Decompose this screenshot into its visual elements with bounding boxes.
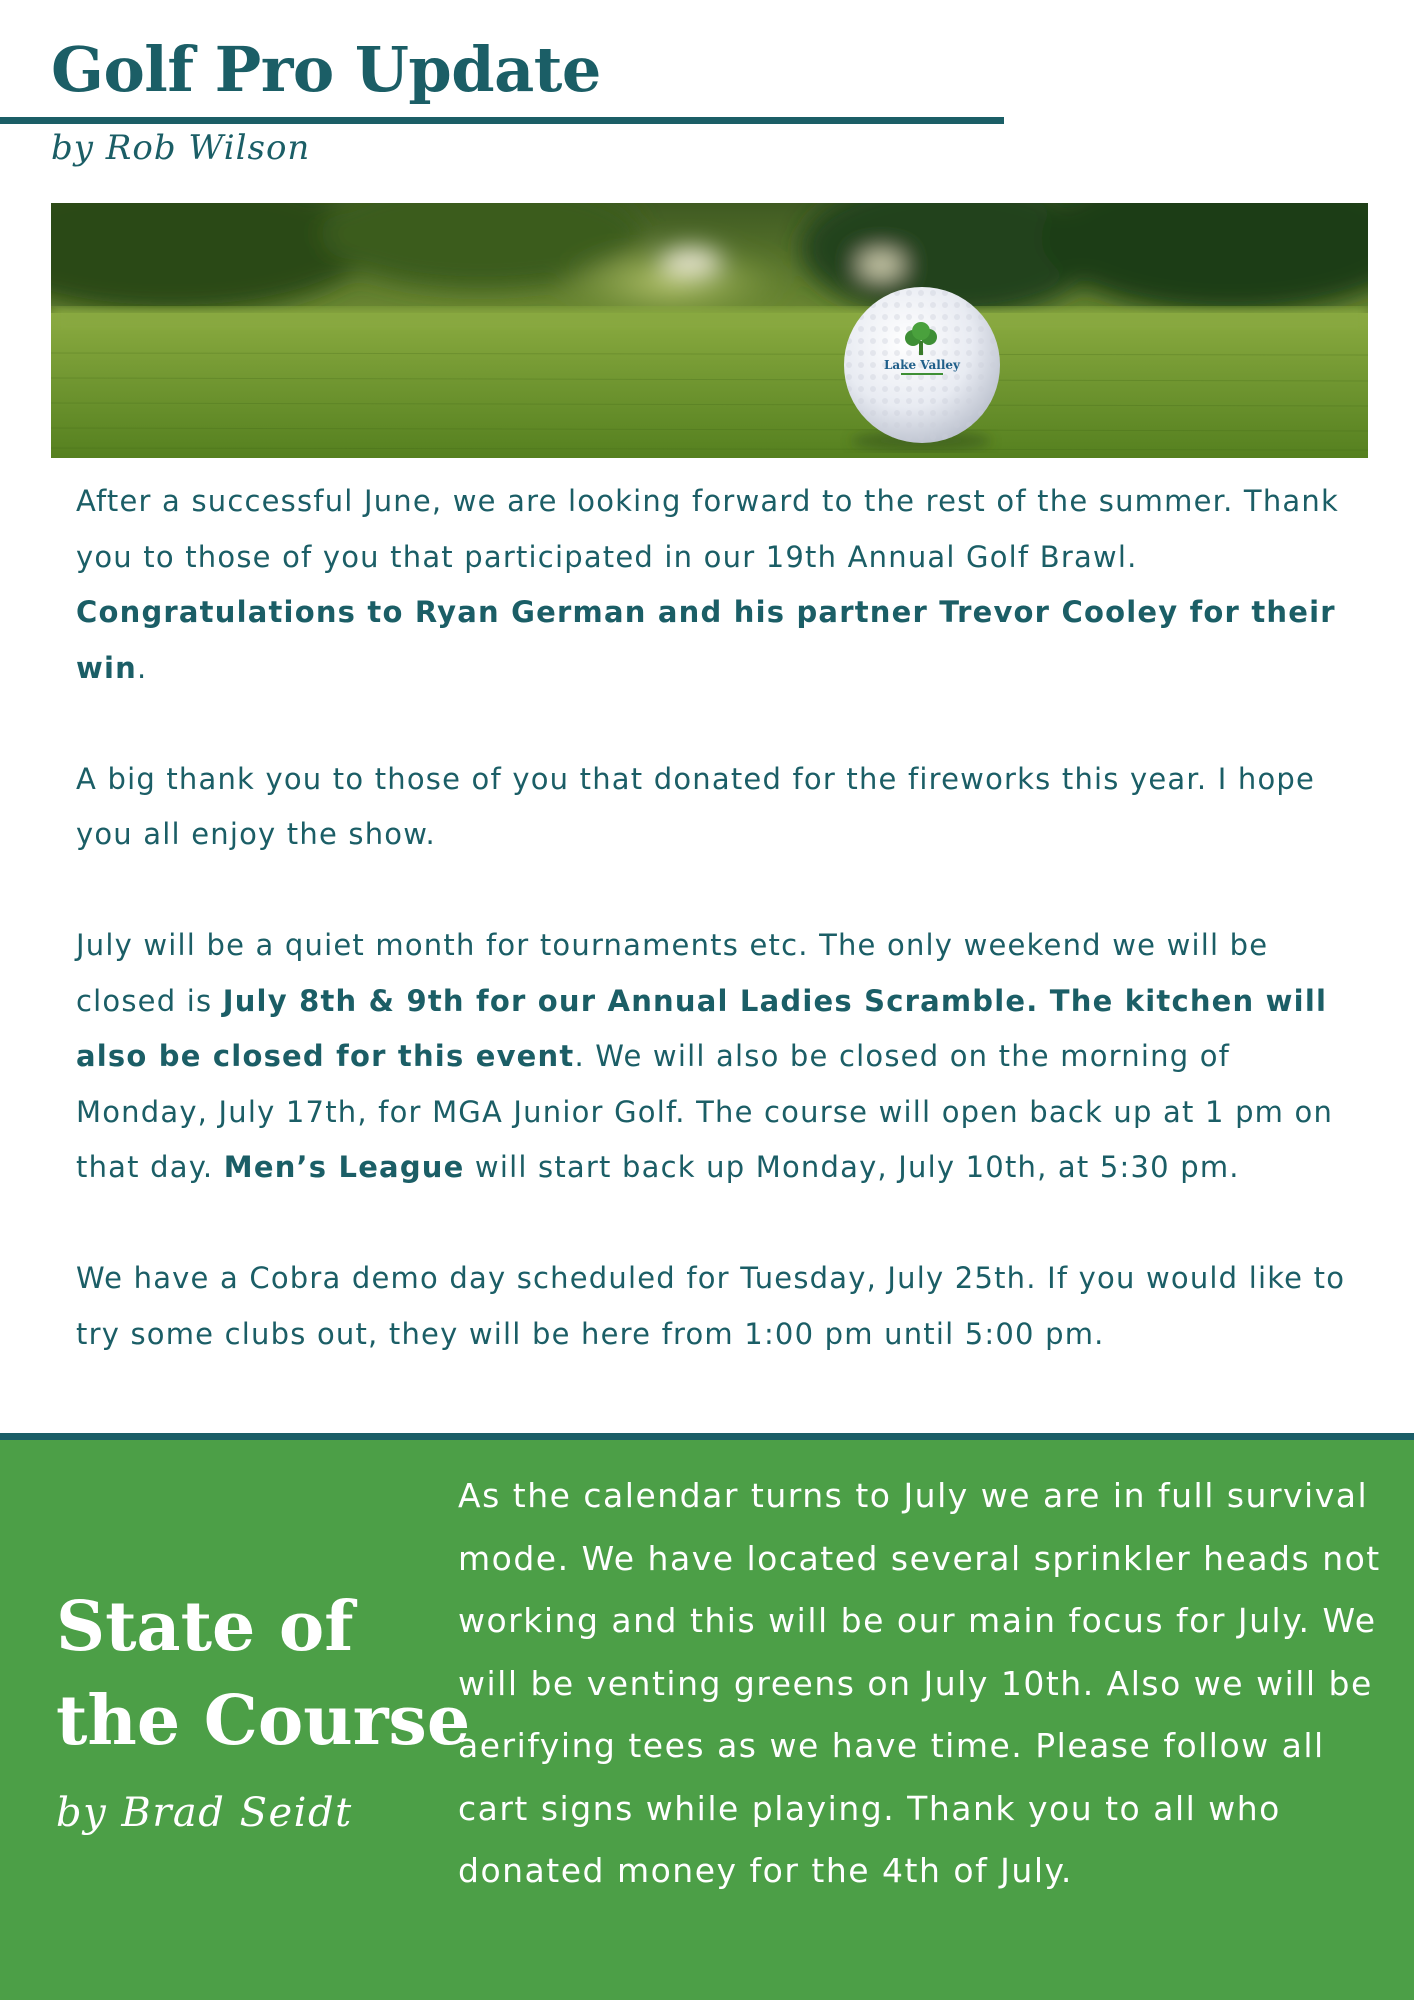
article-paragraph-1: After a successful June, we are looking forward to the rest of the summer. Thank you to those of you that participated in our 19th Annual Golf Brawl. Congratulations to Ryan German and his partner Trevor Cooley for their win. — [76, 484, 1339, 685]
ball-logo-text: Lake Valley — [883, 358, 961, 372]
course-author-byline: by Brad Seidt — [56, 1790, 353, 1836]
hero-image-golf-ball — [51, 203, 1368, 458]
article-paragraph-3: July will be a quiet month for tournaments etc. The only weekend we will be closed is July 8th & 9th for our Annual Ladies Scramble. The kitchen will also be closed for this event. We will also be closed on the morning of Monday, July 17th, for MGA Junior Golf. The course will open back up at 1 pm on that day. Men’s League will start back up Monday, July 10th, at 5:30 pm. — [76, 928, 1334, 1184]
congratulations-highlight: Congratulations to Ryan German and his partner Trevor Cooley for their win — [76, 595, 1336, 685]
state-of-course-heading: State of the Course — [56, 1587, 471, 1761]
scramble-closure-highlight: July 8th & 9th for our Annual Ladies Scramble. The kitchen will also be closed for this event — [76, 983, 1328, 1073]
golf-pro-article — [76, 474, 1356, 1362]
title-underline-divider — [0, 117, 1004, 124]
author-byline: by Rob Wilson — [51, 128, 311, 168]
article-paragraph-2: A big thank you to those of you that donated for the fireworks this year. I hope you all enjoy the show. — [76, 761, 1316, 851]
course-report-body: As the calendar turns to July we are in full survival mode. We have located several sprinkler heads not working and this will be our main focus for July. We will be venting greens on July 10th. Also we will be aerifying tees as we have time. Please follow all cart signs while playing. Thank you to all who donated money for the 4th of July. — [458, 1476, 1381, 1890]
section-divider — [0, 1433, 1414, 1440]
mens-league-highlight: Men’s League — [223, 1150, 465, 1184]
page-title: Golf Pro Update — [51, 33, 601, 106]
article-paragraph-4: We have a Cobra demo day scheduled for Tuesday, July 25th. If you would like to try some clubs out, they will be here from 1:00 pm until 5:00 pm. — [76, 1261, 1346, 1351]
